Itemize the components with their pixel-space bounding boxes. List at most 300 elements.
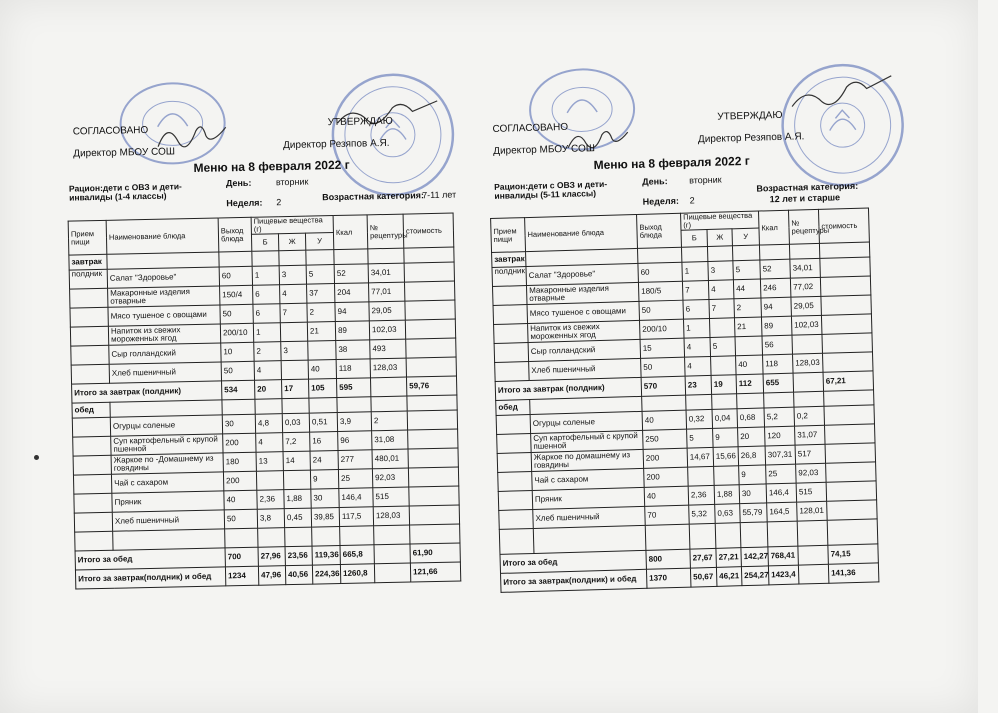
meal-cell: полдник: [492, 267, 527, 287]
lunch-total-b: 27,96: [258, 547, 285, 567]
dish-u: 40: [736, 355, 764, 375]
dish-b: 5: [687, 428, 714, 448]
dish-cost: [406, 338, 456, 358]
meal-cell: [494, 343, 529, 363]
dish-b: 1: [683, 318, 710, 338]
col-output: Выход блюда: [218, 217, 252, 252]
lunch-total-recipe: [374, 544, 410, 564]
dish-recipe: 128,03: [370, 358, 406, 378]
dish-name: Салат "Здоровье": [107, 267, 219, 288]
dish-name: Суп картофельный с крупой пшенной: [111, 434, 223, 455]
dish-zh: 7: [280, 303, 307, 323]
dish-recipe: 29,05: [791, 296, 822, 316]
col-b: Б: [251, 234, 278, 252]
dish-output: 15: [640, 338, 685, 358]
dish-output: 200: [223, 471, 256, 491]
meal-cell: [74, 493, 112, 513]
dish-zh: 7: [709, 299, 735, 319]
dish-u: 9: [310, 470, 338, 490]
dish-name: Макаронные изделия отварные: [526, 282, 638, 304]
dish-name: Хлеб пшеничный: [112, 510, 224, 531]
dish-kcal: 277: [338, 450, 372, 470]
dish-u: 9: [739, 465, 767, 485]
dish-b: 13: [256, 452, 283, 472]
dish-output: 50: [641, 357, 686, 377]
dish-cost: [409, 505, 459, 525]
lunch-total-recipe: [798, 545, 829, 565]
grand-total-u: 254,27: [741, 566, 769, 586]
meal-cell: [71, 364, 109, 384]
dish-output: 40: [642, 410, 687, 430]
dish-kcal: 38: [336, 340, 370, 360]
total-cost: 59,76: [407, 376, 457, 396]
total-b: 23: [685, 375, 712, 395]
dish-recipe: 92,03: [372, 468, 408, 488]
dish-b: 4: [254, 361, 281, 381]
dish-zh: 0,45: [284, 508, 311, 528]
meal-cell: [498, 490, 533, 510]
total-kcal: 655: [763, 373, 794, 393]
dish-u: 5: [306, 265, 334, 285]
lunch-total-output: 700: [225, 547, 258, 567]
lunch-total-zh: 27,21: [716, 548, 742, 568]
grand-total-cost: 141,36: [828, 563, 879, 583]
lunch-total-output: 800: [646, 549, 691, 569]
dish-cost: [820, 257, 871, 277]
dish-kcal: 56: [762, 335, 793, 355]
dish-recipe: 77,01: [369, 282, 405, 302]
approve-label: УТВЕРЖДАЮ: [327, 115, 393, 129]
dish-b: 4: [685, 356, 712, 376]
dish-output: 40: [644, 486, 689, 506]
dish-u: 0,51: [309, 413, 337, 433]
age-value: 7-11 лет: [422, 189, 457, 201]
col-recipe: № рецептуры: [789, 209, 820, 244]
dish-kcal: 118: [763, 354, 794, 374]
dish-name: Огурцы соленые: [110, 415, 222, 436]
dish-cost: [823, 352, 874, 372]
dish-kcal: 52: [760, 259, 791, 279]
ration-label: Рацион:дети с ОВЗ и дети-инвалиды (5-11 классы): [494, 178, 608, 202]
week-label: Неделя:: [642, 195, 680, 207]
grand-total-cost: 121,66: [410, 562, 460, 582]
seal-stamp-right-small: [526, 66, 638, 154]
meal-cell: [73, 455, 111, 475]
day-label: День:: [225, 177, 252, 189]
dish-recipe: 515: [373, 487, 409, 507]
dish-kcal: 25: [338, 469, 372, 489]
dish-recipe: 77,02: [790, 277, 821, 297]
col-b: Б: [681, 230, 707, 248]
meal-cell: [493, 286, 528, 306]
age-label: Возрастная категория:: [756, 180, 859, 194]
dish-kcal: 94: [761, 297, 792, 317]
lunch-total-label: Итого за обед: [500, 550, 646, 573]
grand-total-kcal: 1423,4: [768, 565, 799, 585]
dish-cost: [827, 500, 878, 520]
col-meal: Прием пищи: [68, 220, 107, 255]
col-kcal: Ккал: [759, 210, 790, 245]
lunch-total-kcal: 665,8: [340, 545, 374, 565]
dish-output: 200/10: [220, 323, 253, 343]
dish-name: Сыр голландский: [528, 339, 640, 361]
dish-recipe: 102,03: [369, 320, 405, 340]
dish-recipe: 31,07: [795, 425, 826, 445]
section-breakfast-label: завтрак: [69, 254, 107, 270]
dish-kcal: 164,5: [767, 502, 798, 522]
col-zh: Ж: [278, 233, 305, 251]
lunch-total-u: 142,27: [741, 547, 769, 567]
dish-u: [735, 336, 763, 356]
age-label: Возрастная категория:: [322, 190, 425, 203]
dish-b: 1: [252, 266, 279, 286]
dish-u: 2: [734, 298, 762, 318]
dish-b: 5,32: [689, 504, 716, 524]
dish-name: Макаронные изделия отварные: [108, 286, 220, 307]
dish-zh: [709, 318, 735, 338]
dish-u: 21: [307, 322, 335, 342]
meal-cell: [72, 417, 110, 437]
dish-output: 60: [638, 262, 683, 282]
seal-stamp-right-large: [776, 58, 910, 192]
dish-recipe: 34,01: [368, 263, 404, 283]
dish-recipe: 480,01: [372, 449, 408, 469]
lunch-rows: [72, 410, 459, 532]
dish-b: [256, 471, 283, 491]
dish-zh: 3: [708, 261, 734, 281]
dish-zh: 14: [283, 451, 310, 471]
dish-b: 4: [684, 337, 711, 357]
dish-cost: [825, 424, 876, 444]
dish-name: Чай с сахаром: [532, 468, 644, 490]
grand-total-label: Итого за завтрак(полдник) и обед: [501, 569, 647, 592]
dish-name: Салат "Здоровье": [526, 263, 638, 285]
dish-name: Хлеб пшеничный: [529, 358, 641, 380]
dish-output: 200: [643, 448, 688, 468]
approve-role: Директор Резяпов А.Я.: [697, 131, 805, 146]
dish-u: 55,79: [740, 503, 768, 523]
dish-u: 16: [310, 432, 338, 452]
col-output: Выход блюда: [637, 213, 682, 248]
dish-kcal: 117,5: [339, 507, 373, 527]
lunch-total-b: 27,67: [690, 548, 717, 568]
dish-cost: [826, 481, 877, 501]
agreed-label: СОГЛАСОВАНО: [492, 121, 569, 135]
dish-zh: 15,66: [713, 447, 739, 467]
day-value: вторник: [275, 176, 309, 188]
dish-output: 50: [224, 509, 257, 529]
dish-output: 150/4: [220, 285, 253, 305]
col-u: У: [305, 233, 333, 251]
dish-recipe: 34,01: [790, 258, 821, 278]
dish-cost: [821, 295, 872, 315]
col-u: У: [732, 228, 759, 246]
breakfast-rows: [492, 257, 873, 382]
dish-zh: 0,04: [712, 409, 738, 429]
age-value: 12 лет и старше: [769, 192, 841, 205]
dish-b: 7: [682, 280, 709, 300]
grand-total-output: 1370: [646, 568, 691, 588]
dish-u: 30: [739, 484, 767, 504]
meal-cell: [495, 362, 530, 382]
col-recipe: № рецептуры: [367, 214, 404, 249]
meal-cell: [497, 452, 532, 472]
table-header-row: [491, 208, 869, 236]
total-zh: 17: [282, 379, 309, 399]
dish-recipe: 128,03: [373, 506, 409, 526]
dish-kcal: 3,9: [337, 412, 371, 432]
dish-u: 24: [310, 451, 338, 471]
dish-name: Пряник: [532, 487, 644, 509]
meal-cell: [71, 345, 109, 365]
meal-cell: [498, 471, 533, 491]
dish-kcal: 89: [335, 321, 369, 341]
dish-recipe: 128,01: [797, 501, 828, 521]
menu-table-left: [68, 213, 462, 590]
grand-total-kcal: 1260,8: [340, 564, 374, 584]
dish-output: 200: [644, 467, 689, 487]
dish-zh: 4: [708, 280, 734, 300]
dish-u: 20: [738, 427, 766, 447]
dish-output: 50: [639, 300, 684, 320]
dish-cost: [826, 462, 877, 482]
dish-u: 37: [307, 284, 335, 304]
dish-name: Мясо тушеное с овощами: [527, 301, 639, 323]
dish-cost: [405, 281, 455, 301]
total-kcal: 595: [337, 378, 371, 398]
col-cost: стоимость: [818, 208, 869, 243]
dish-zh: 5: [710, 337, 736, 357]
dish-b: 6: [683, 299, 710, 319]
dish-recipe: 2: [371, 411, 407, 431]
col-zh: Ж: [707, 229, 732, 247]
dish-recipe: 92,03: [796, 463, 827, 483]
dish-b: 2,36: [257, 490, 284, 510]
dish-recipe: 0,2: [794, 406, 825, 426]
agreed-role: Директор МБОУ СОШ: [493, 143, 596, 157]
section-lunch-label: обед: [496, 400, 530, 416]
menu-title: Меню на 8 февраля 2022 г: [193, 157, 350, 175]
dish-name: Суп картофельный с крупой пшенной: [531, 430, 643, 452]
dish-output: 200: [223, 433, 256, 453]
dish-zh: [280, 322, 307, 342]
col-cost: стоимость: [403, 213, 454, 248]
dish-recipe: 128,03: [793, 353, 824, 373]
dish-cost: [408, 467, 458, 487]
meal-cell: [499, 509, 534, 529]
grand-total-recipe: [374, 563, 410, 583]
dish-output: 30: [222, 414, 255, 434]
total-output: 570: [641, 376, 686, 396]
week-value: 2: [689, 195, 695, 206]
dish-zh: [281, 360, 308, 380]
dish-name: Мясо тушеное с овощами: [108, 305, 220, 326]
meal-cell: [493, 305, 528, 325]
dish-u: 30: [311, 489, 339, 509]
dish-name: Напиток из свежих мороженных ягод: [108, 324, 220, 345]
lunch-total-kcal: 768,41: [768, 546, 799, 566]
lunch-total-zh: 23,56: [285, 546, 312, 566]
menu-sheet-right: [489, 0, 978, 713]
dish-u: [308, 341, 336, 361]
dish-u: 39,85: [311, 508, 339, 528]
col-nutrients: Пищевые вещества (г): [251, 216, 333, 235]
lunch-total-label: Итого за обед: [75, 548, 225, 570]
dish-output: 180/5: [638, 281, 683, 301]
dish-kcal: 94: [335, 302, 369, 322]
agreed-role: Директор МБОУ СОШ: [73, 146, 176, 160]
dish-kcal: 120: [765, 426, 796, 446]
dish-u: 40: [308, 360, 336, 380]
dish-kcal: 118: [336, 359, 370, 379]
agreed-label: СОГЛАСОВАНО: [72, 124, 149, 138]
dish-zh: [711, 356, 737, 376]
meal-cell: [494, 324, 529, 344]
signature-right-2: [786, 69, 897, 122]
menu-title: Меню на 8 февраля 2022 г: [593, 153, 750, 173]
total-zh: 19: [711, 375, 737, 395]
dish-b: 1: [682, 261, 709, 281]
dish-output: 250: [643, 429, 688, 449]
dish-cost: [821, 314, 872, 334]
total-b: 20: [255, 380, 282, 400]
grand-total-zh: 40,56: [285, 565, 312, 585]
lunch-total-cost: 74,15: [828, 544, 879, 564]
dish-b: 6: [253, 304, 280, 324]
dish-name: Сыр голландский: [109, 343, 221, 364]
menu-table-right: [490, 207, 879, 592]
dish-name: Хлеб пшеничный: [533, 506, 645, 528]
meal-cell: [496, 415, 531, 435]
meal-cell: [73, 474, 111, 494]
dish-name: Огурцы соленые: [530, 411, 642, 433]
dish-b: 1: [253, 323, 280, 343]
total-recipe: [371, 377, 407, 397]
dish-cost: [408, 448, 458, 468]
dish-zh: 0,63: [715, 504, 741, 524]
dish-recipe: 31,08: [372, 430, 408, 450]
ration-label: Рацион:дети с ОВЗ и дети-инвалиды (1-4 классы): [68, 181, 182, 203]
seal-stamp-left-large: [327, 68, 460, 201]
dish-b: 4,8: [255, 414, 282, 434]
dish-zh: [714, 466, 740, 486]
dish-cost: [824, 405, 875, 425]
dish-name: Чай с сахаром: [111, 472, 223, 493]
dish-cost: [409, 486, 459, 506]
dish-b: 2,36: [688, 485, 715, 505]
dish-b: 2: [254, 342, 281, 362]
dish-output: 40: [224, 490, 257, 510]
dish-cost: [820, 276, 871, 296]
dish-output: 180: [223, 452, 256, 472]
dish-cost: [407, 410, 457, 430]
dish-cost: [405, 319, 455, 339]
lunch-total-cost: 61,90: [410, 543, 460, 563]
dish-zh: 9: [713, 428, 739, 448]
dish-b: 4: [256, 433, 283, 453]
grand-total-recipe: [798, 564, 829, 584]
total-output: 534: [222, 380, 255, 400]
meal-cell: полдник: [69, 269, 107, 289]
dish-kcal: 146,4: [766, 483, 797, 503]
total-recipe: [793, 372, 824, 392]
dish-zh: 7,2: [283, 432, 310, 452]
col-dish: Наименование блюда: [525, 214, 638, 251]
dish-name: Напиток из свежих мороженных ягод: [528, 320, 640, 342]
dish-zh: 3: [281, 341, 308, 361]
dish-cost: [404, 262, 454, 282]
dish-zh: [283, 470, 310, 490]
day-label: День:: [641, 176, 668, 187]
col-kcal: Ккал: [333, 215, 368, 250]
col-meal: Прием пищи: [491, 218, 526, 253]
dish-u: 5: [733, 260, 761, 280]
week-label: Неделя:: [226, 197, 263, 209]
dish-name: Хлеб пшеничный: [109, 362, 221, 383]
day-value: вторник: [688, 174, 722, 186]
lunch-total-u: 119,36: [312, 545, 340, 565]
total-cost: 67,21: [823, 371, 874, 391]
dish-b: 6: [253, 285, 280, 305]
dish-u: 26,8: [738, 446, 766, 466]
dish-cost: [406, 357, 456, 377]
dish-kcal: 204: [335, 283, 369, 303]
dish-name: Пряник: [112, 491, 224, 512]
section-lunch-label: обед: [72, 402, 110, 418]
dish-output: 50: [220, 304, 253, 324]
week-value: 2: [276, 197, 282, 208]
col-dish: Наименование блюда: [106, 218, 219, 254]
dish-zh: 1,88: [284, 489, 311, 509]
meal-cell: [73, 436, 111, 456]
meal-cell: [70, 288, 108, 308]
grand-total-u: 224,36: [312, 564, 340, 584]
dish-b: 0,32: [686, 409, 713, 429]
grand-total-zh: 46,21: [716, 567, 742, 587]
dish-recipe: 517: [795, 444, 826, 464]
dish-cost: [405, 300, 455, 320]
dish-u: 2: [307, 303, 335, 323]
dish-recipe: 29,05: [369, 301, 405, 321]
grand-total-output: 1234: [225, 566, 258, 586]
total-u: 112: [736, 374, 764, 394]
dish-kcal: 52: [334, 264, 368, 284]
dish-recipe: 515: [796, 482, 827, 502]
grand-total-b: 50,67: [690, 567, 717, 587]
dish-zh: 1,88: [714, 485, 740, 505]
dish-b: 3,8: [257, 509, 284, 529]
menu-sheet-left: [0, 0, 489, 713]
approve-label: УТВЕРЖДАЮ: [717, 109, 783, 123]
dish-cost: [408, 429, 458, 449]
dish-kcal: 307,31: [765, 445, 796, 465]
total-u: 105: [309, 379, 337, 399]
dish-recipe: [792, 334, 823, 354]
meal-cell: [70, 326, 108, 346]
dish-output: 10: [221, 342, 254, 362]
breakfast-rows: [69, 262, 456, 384]
dish-name: Жаркое по домашнему из говядины: [531, 449, 643, 471]
meal-cell: [497, 434, 532, 454]
grand-total-b: 47,96: [258, 566, 285, 586]
dish-name: Жаркое по -Домашнему из говядины: [111, 453, 223, 474]
dish-u: 0,68: [737, 408, 765, 428]
total-label: Итого за завтрак (полдник): [72, 381, 222, 403]
dish-kcal: 89: [761, 316, 792, 336]
dish-u: 44: [733, 279, 761, 299]
dish-output: 50: [221, 361, 254, 381]
dish-zh: 4: [280, 284, 307, 304]
